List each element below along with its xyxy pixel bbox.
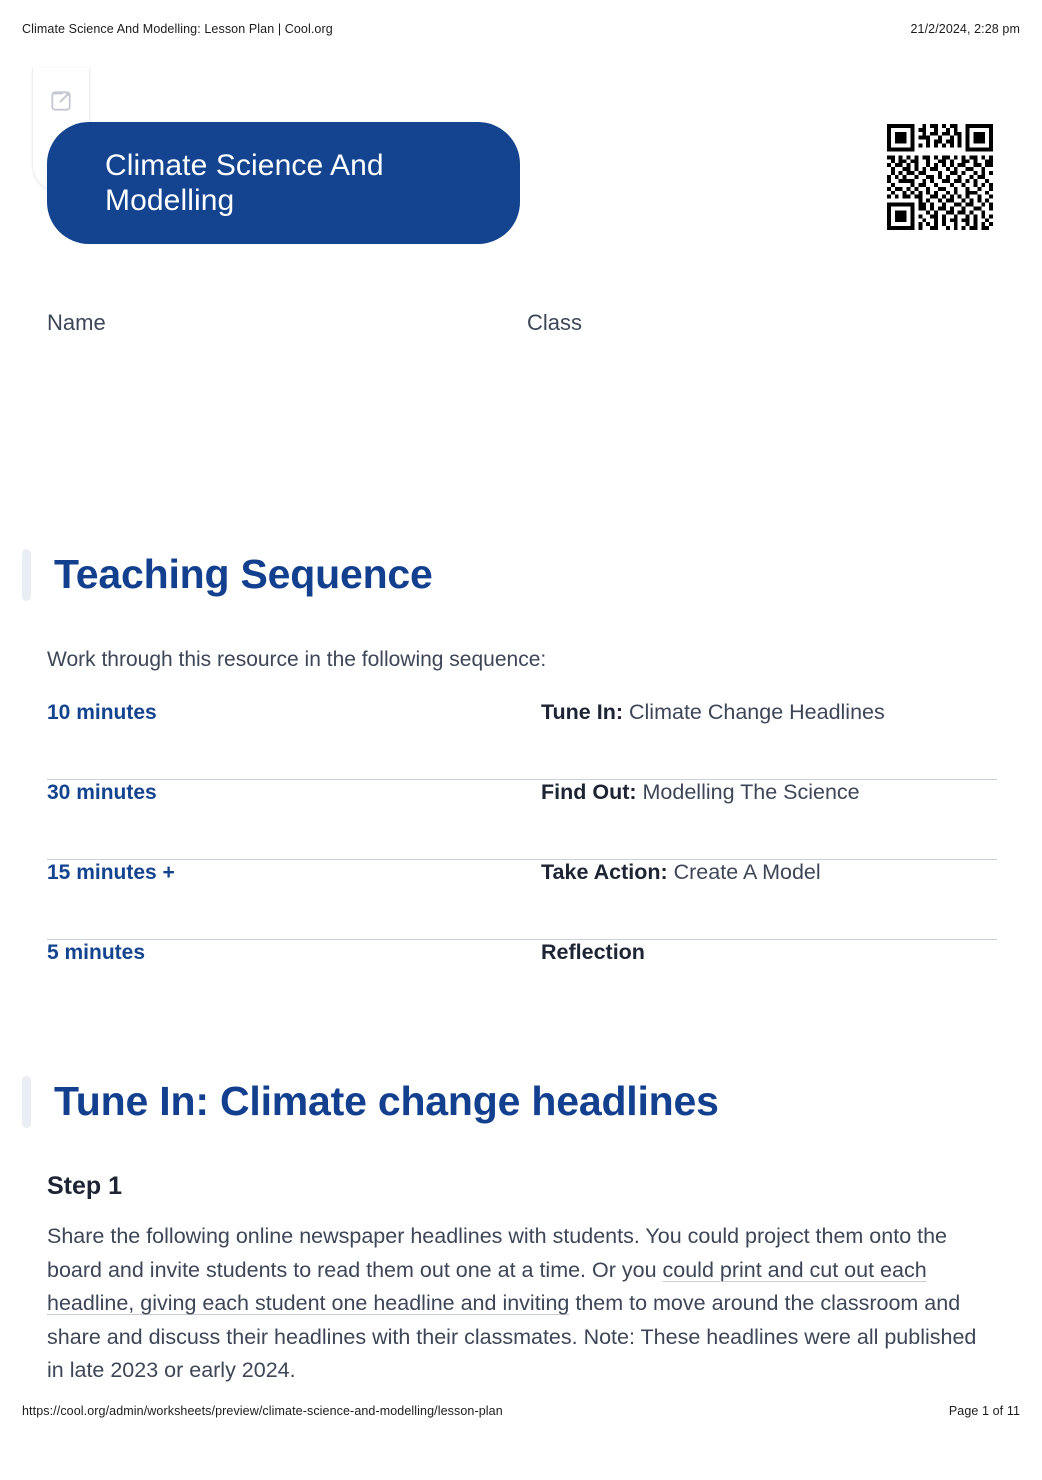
sequence-activity-label: Tune In: [541, 700, 624, 724]
sequence-activity-label: Find Out: [541, 780, 637, 804]
step-title: Step 1 [47, 1172, 123, 1200]
step-body-underlined: could print and cut out each headline, giving each student one headline and inviting [47, 1257, 927, 1315]
teaching-sequence-heading [0, 552, 433, 597]
title-block [0, 60, 1042, 250]
print-header [22, 22, 1020, 36]
name-label: Name [47, 310, 106, 335]
sequence-activity-description: Modelling The Science [642, 780, 860, 804]
print-footer [22, 1404, 1020, 1418]
print-header-timestamp: 21/2/2024, 2:28 pm [910, 22, 1020, 36]
class-label: Class [527, 310, 583, 335]
step-body-part-1: Share the following online newspaper headlines with students. You could project them onto the board and invite students to read them out one at a time. Or you [47, 1224, 948, 1282]
sequence-duration: 5 minutes [47, 941, 146, 964]
step-body [47, 1220, 997, 1388]
sequence-activity [541, 940, 645, 965]
resource-title-pill [47, 122, 520, 244]
sequence-activity-description: Create A Model [673, 860, 821, 884]
sequence-duration: 10 minutes [47, 701, 157, 724]
sequence-duration: 15 minutes + [47, 861, 175, 884]
step-body-part-2: them to move around the classroom and share and discuss their headlines with their classmates. Note: These headlines were all published in late 2023 or early 2024. [47, 1291, 977, 1382]
teaching-sequence-intro: Work through this resource in the following sequence: [47, 648, 547, 671]
teaching-sequence-heading-text: Teaching Sequence [54, 551, 433, 597]
table-row [47, 700, 997, 780]
table-row [47, 860, 997, 940]
sequence-activity [541, 700, 885, 725]
print-footer-url: https://cool.org/admin/worksheets/preview/climate-science-and-modelling/lesson-plan [22, 1404, 503, 1418]
square-pencil-icon[interactable] [48, 88, 74, 114]
table-row [47, 940, 997, 1019]
document-page [0, 60, 1042, 1382]
sequence-activity [541, 860, 821, 885]
sequence-activity [541, 780, 860, 805]
table-row [47, 780, 997, 860]
sequence-activity-label: Take Action: [541, 860, 668, 884]
tune-in-heading [0, 1079, 719, 1124]
teaching-sequence-list [47, 700, 997, 1019]
sequence-activity-description: Climate Change Headlines [629, 700, 885, 724]
tune-in-heading-text: Tune In: Climate change headlines [54, 1078, 719, 1124]
qr-code[interactable] [883, 120, 997, 234]
resource-title: Climate Science And Modelling [105, 149, 384, 218]
sequence-activity-label: Reflection [541, 940, 645, 964]
qr-code-svg [883, 120, 997, 234]
print-footer-page: Page 1 of 11 [948, 1404, 1020, 1418]
student-meta-row [47, 310, 997, 336]
sequence-duration: 30 minutes [47, 781, 157, 804]
print-header-title: Climate Science And Modelling: Lesson Plan | Cool.org [22, 22, 333, 36]
